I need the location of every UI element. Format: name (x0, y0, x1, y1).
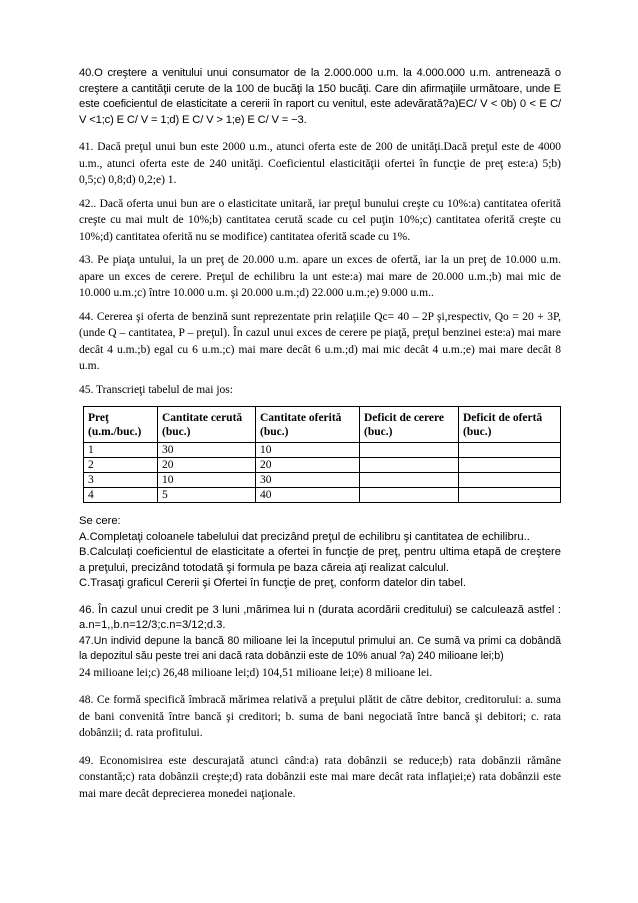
question-45-tasks (79, 514, 561, 592)
table-cell: 1 (84, 443, 158, 458)
table-cell: 10 (256, 443, 360, 458)
question-45-title: 45. Transcrieţi tabelul de mai jos: (79, 383, 233, 396)
table-cell: 30 (256, 473, 360, 488)
header-supply-deficit: Deficit de ofertă (buc.) (459, 407, 561, 443)
table-header-row (84, 407, 561, 443)
task-intro: Se cere: (79, 515, 121, 527)
header-price: Preţ (u.m./buc.) (84, 407, 158, 443)
task-b: B.Calculaţi coeficientul de elasticitate a ofertei în funcţie de preţ, pentru ultima etapă de creştere a preţului, precizând totodată şi formula pe baza căreia aţi realizat calculul. (79, 546, 561, 574)
question-43: 43. Pe piaţa untului, la un preţ de 20.000 u.m. apare un exces de ofertă, iar la un preţ de 10.000 u.m. apare un exces de cerere. Preţul de echilibru la unt este:a) mai mare de 20.000 u.m.;b) mai mic de 10.000 u.m.;c) între 10.000 u.m. şi 20.000 u.m.;d) 22.000 u.m.;e) 9.000 u.m.. (79, 254, 561, 299)
question-46: 46. În cazul unui credit pe 3 luni ,mărimea lui n (durata acordării creditului) se calculează astfel : a.n=1,,b.n=12/3;c.n=3/12;d.3. (79, 603, 561, 631)
table-cell: 40 (256, 488, 360, 503)
table-cell (459, 443, 561, 458)
table-cell: 20 (256, 458, 360, 473)
task-c: C.Trasaţi graficul Cererii şi Ofertei în funcţie de preţ, conform datelor din tabel. (79, 577, 466, 589)
question-47-line1: 47.Un individ depune la bancă 80 milioane lei la începutul primului an. Ce sumă va primi ca dobândă la depozitul său peste trei ani dacă rata dobânzii este de 10% anual ?a) 240 milioane lei;b) (79, 634, 561, 662)
table-cell (459, 488, 561, 503)
table-cell (360, 443, 459, 458)
document-page (79, 66, 561, 802)
table-cell: 5 (158, 488, 256, 503)
table-cell (459, 458, 561, 473)
table-row (84, 488, 561, 503)
question-44: 44. Cererea şi oferta de benzină sunt reprezentate prin relaţiile Qc= 40 – 2P şi,respectiv, Qo = 20 + 3P, (unde Q – cantitatea, P – preţul). În cazul unui exces de cerere pe piaţă, preţul benzinei este:a) mai mare decât 4 u.m.;b) egal cu 6 u.m.;c) mai mare decât 6 u.m.;d) mai mic decât 4 u.m.;e) mai mare decât 8 u.m. (79, 310, 561, 372)
table-cell: 2 (84, 458, 158, 473)
question-40: 40.O creştere a venitului unui consumator de la 2.000.000 u.m. la 4.000.000 u.m. antrenează o creştere a cantităţii cerute de la 100 de bucăţi la 150 bucăţi. Care din afirmaţiile următoare, unde E este coeficientul de elasticitate a cererii în raport cu venitul, este adevărată?a)EC/ V < 0b) 0 < E C/ V <1;c) E C/ V = 1;d) E C/ V > 1;e) E C/ V = −3. (79, 67, 561, 126)
table-row (84, 473, 561, 488)
question-42: 42.. Dacă oferta unui bun are o elasticitate unitară, iar preţul bunului creşte cu 10%:a) cantitatea oferită creşte cu mai mult de 10%;b) cantitatea cerută scade cu cel puţin 10%;c) cantitatea oferită creşte cu 10%;d) cantitatea oferită nu se modifice) cantitatea oferită scade cu 1%. (79, 197, 561, 243)
table-cell: 10 (158, 473, 256, 488)
question-41: 41. Dacă preţul unui bun este 2000 u.m., atunci oferta este de 200 de unităţi.Dacă preţul este de 4000 u.m., atunci oferta este de 240 unităţi. Coeficientul elasticităţii ofertei în funcţie de preţ este:a) 5;b) 0,5;c) 0,8;d) 0,2;e) 1. (79, 141, 561, 186)
table-row (84, 458, 561, 473)
table-row (84, 443, 561, 458)
task-a: A.Completaţi coloanele tabelului dat precizând preţul de echilibru şi cantitatea de echilibru.. (79, 530, 530, 543)
table-cell (459, 473, 561, 488)
table-cell: 4 (84, 488, 158, 503)
table-cell: 3 (84, 473, 158, 488)
table-cell: 30 (158, 443, 256, 458)
data-table (83, 406, 561, 503)
table-cell (360, 473, 459, 488)
header-demand-deficit: Deficit de cerere (buc.) (360, 407, 459, 443)
header-quantity-supplied: Cantitate oferită (buc.) (256, 407, 360, 443)
question-48: 48. Ce formă specifică îmbracă mărimea relativă a preţului plătit de către debitor, creditorului: a. suma de bani convenită între bancă şi creditori; b. suma de bani negociată între bancă şi debitori; c. rata dobânzii; d. rata profitului. (79, 694, 561, 739)
header-quantity-demanded: Cantitate cerută (buc.) (158, 407, 256, 443)
table-cell (360, 458, 459, 473)
table-cell: 20 (158, 458, 256, 473)
question-49: 49. Economisirea este descurajată atunci când:a) rata dobânzii se reduce;b) rata dobânzii rămâne constantă;c) rata dobânzii creşte;d) rata dobânzii este mai mare decât rata inflaţiei;e) rata dobânzii este mai mare decât deprecierea monedei naţionale. (79, 754, 561, 800)
table-cell (360, 488, 459, 503)
question-47-line2: 24 milioane lei;c) 26,48 milioane lei;d) 104,51 milioane lei;e) 8 milioane lei. (79, 666, 433, 679)
